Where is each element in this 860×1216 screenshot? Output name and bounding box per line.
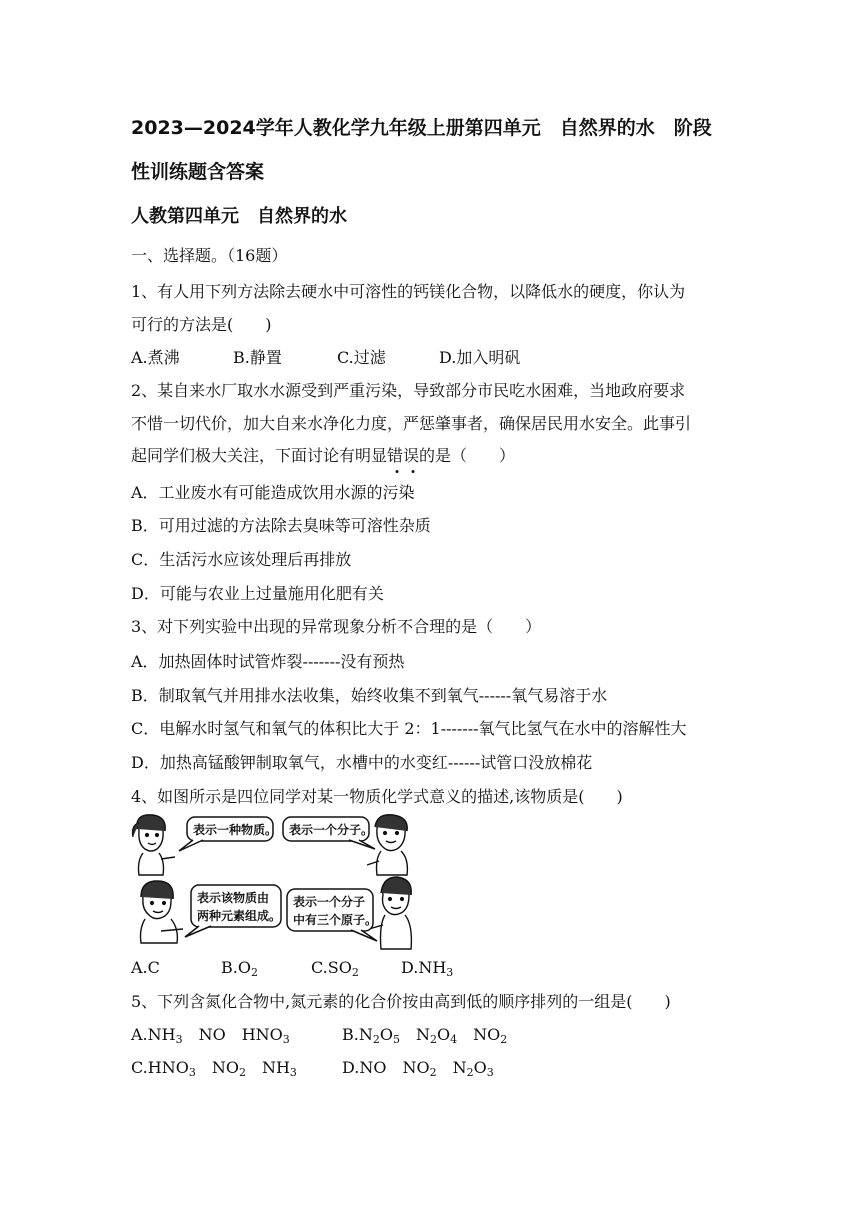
q2-option-b: B．可用过滤的方法除去臭味等可溶性杂质 (131, 516, 431, 535)
q5-options-row2 (131, 1058, 494, 1078)
bubble-text: 中有三个原子。 (293, 913, 378, 927)
q4-stem: 4、如图所示是四位同学对某一物质化学式意义的描述,该物质是( ) (131, 787, 623, 806)
q1-option-c: C.过滤 (337, 348, 386, 367)
q4-option-b: $B.O_2$ (221, 958, 258, 979)
q5-stem: 5、下列含氮化合物中,氮元素的化合价按由高到低的顺序排列的一组是( ) (131, 992, 671, 1011)
bubble-text: 表示一个分子 (293, 895, 366, 909)
q4-option-d: $D.NH_3$ (401, 958, 454, 979)
q1-stem-line2: 可行的方法是( ) (131, 315, 272, 334)
q4-option-c: $C.SO_2$ (311, 958, 359, 979)
document-title-line1: 2023—2024学年人教化学九年级上册第四单元 自然界的水 阶段 (131, 117, 712, 139)
q4-options (131, 958, 453, 978)
q5-options-row1 (131, 1025, 507, 1045)
student-figure-icon (133, 815, 175, 875)
q3-stem: 3、对下列实验中出现的异常现象分析不合理的是（ ） (131, 617, 542, 636)
q1-option-b: B.静置 (233, 348, 282, 367)
q1-options (131, 348, 520, 368)
q2-stem-line3: 起同学们极大关注，下面讨论有明显错误的是（ ） (131, 446, 516, 465)
student-figure-icon (141, 881, 184, 943)
q2-option-d: D．可能与农业上过量施用化肥有关 (131, 584, 384, 603)
q1-option-d: D.加入明矾 (439, 348, 521, 367)
bubble-text: 表示一个分子。 (289, 823, 374, 837)
q1-option-a: A.煮沸 (131, 348, 180, 367)
q2-option-a: A．工业废水有可能造成饮用水源的污染 (131, 483, 415, 502)
q4-option-a: A.C (131, 958, 160, 977)
q5-option-a: $A.NH_3$ NO $HNO_3$ (131, 1025, 290, 1046)
emphasis-char: 误 (403, 446, 420, 465)
emphasis-char: 错 (387, 446, 404, 465)
q3-option-a: A．加热固体时试管炸裂-------没有预热 (131, 652, 405, 671)
bubble-text: 两种元素组成。 (197, 909, 282, 923)
q3-option-b: B．制取氧气并用排水法收集，始终收集不到氧气------氧气易溶于水 (131, 686, 608, 705)
student-figure-icon (367, 815, 407, 875)
q2-option-c: C．生活污水应该处理后再排放 (131, 550, 352, 569)
bubble-text: 表示该物质由 (197, 891, 270, 905)
q3-option-c: C．电解水时氢气和氧气的体积比大于 2：1-------氧气比氢气在水中的溶解性大 (131, 719, 687, 738)
q3-option-d: D．加热高锰酸钾制取氧气，水槽中的水变红------试管口没放棉花 (131, 753, 593, 772)
q1-stem-line1: 1、有人用下列方法除去硬水中可溶性的钙镁化合物，以降低水的硬度，你认为 (131, 282, 686, 301)
bubble-text: 表示一种物质。 (193, 823, 278, 837)
q4-illustration (131, 813, 419, 950)
q5-option-b: $B.N_2O_5$ $N_2O_4$ $NO_2$ (342, 1025, 508, 1046)
q2-stem-line1: 2、某自来水厂取水水源受到严重污染，导致部分市民吃水困难，当地政府要求 (131, 381, 686, 400)
q5-option-d: D.NO $NO_2$ $N_2O_3$ (342, 1058, 494, 1079)
q2-stem-line2: 不惜一切代价，加大自来水净化力度，严惩肇事者，确保居民用水安全。此事引 (131, 414, 692, 433)
unit-subtitle: 人教第四单元 自然界的水 (131, 206, 347, 227)
document-title-line2: 性训练题含答案 (131, 161, 265, 183)
section-heading: 一、选择题。（16题） (131, 246, 288, 265)
q5-option-c: $C.HNO_3$ $NO_2$ $NH_3$ (131, 1058, 297, 1079)
